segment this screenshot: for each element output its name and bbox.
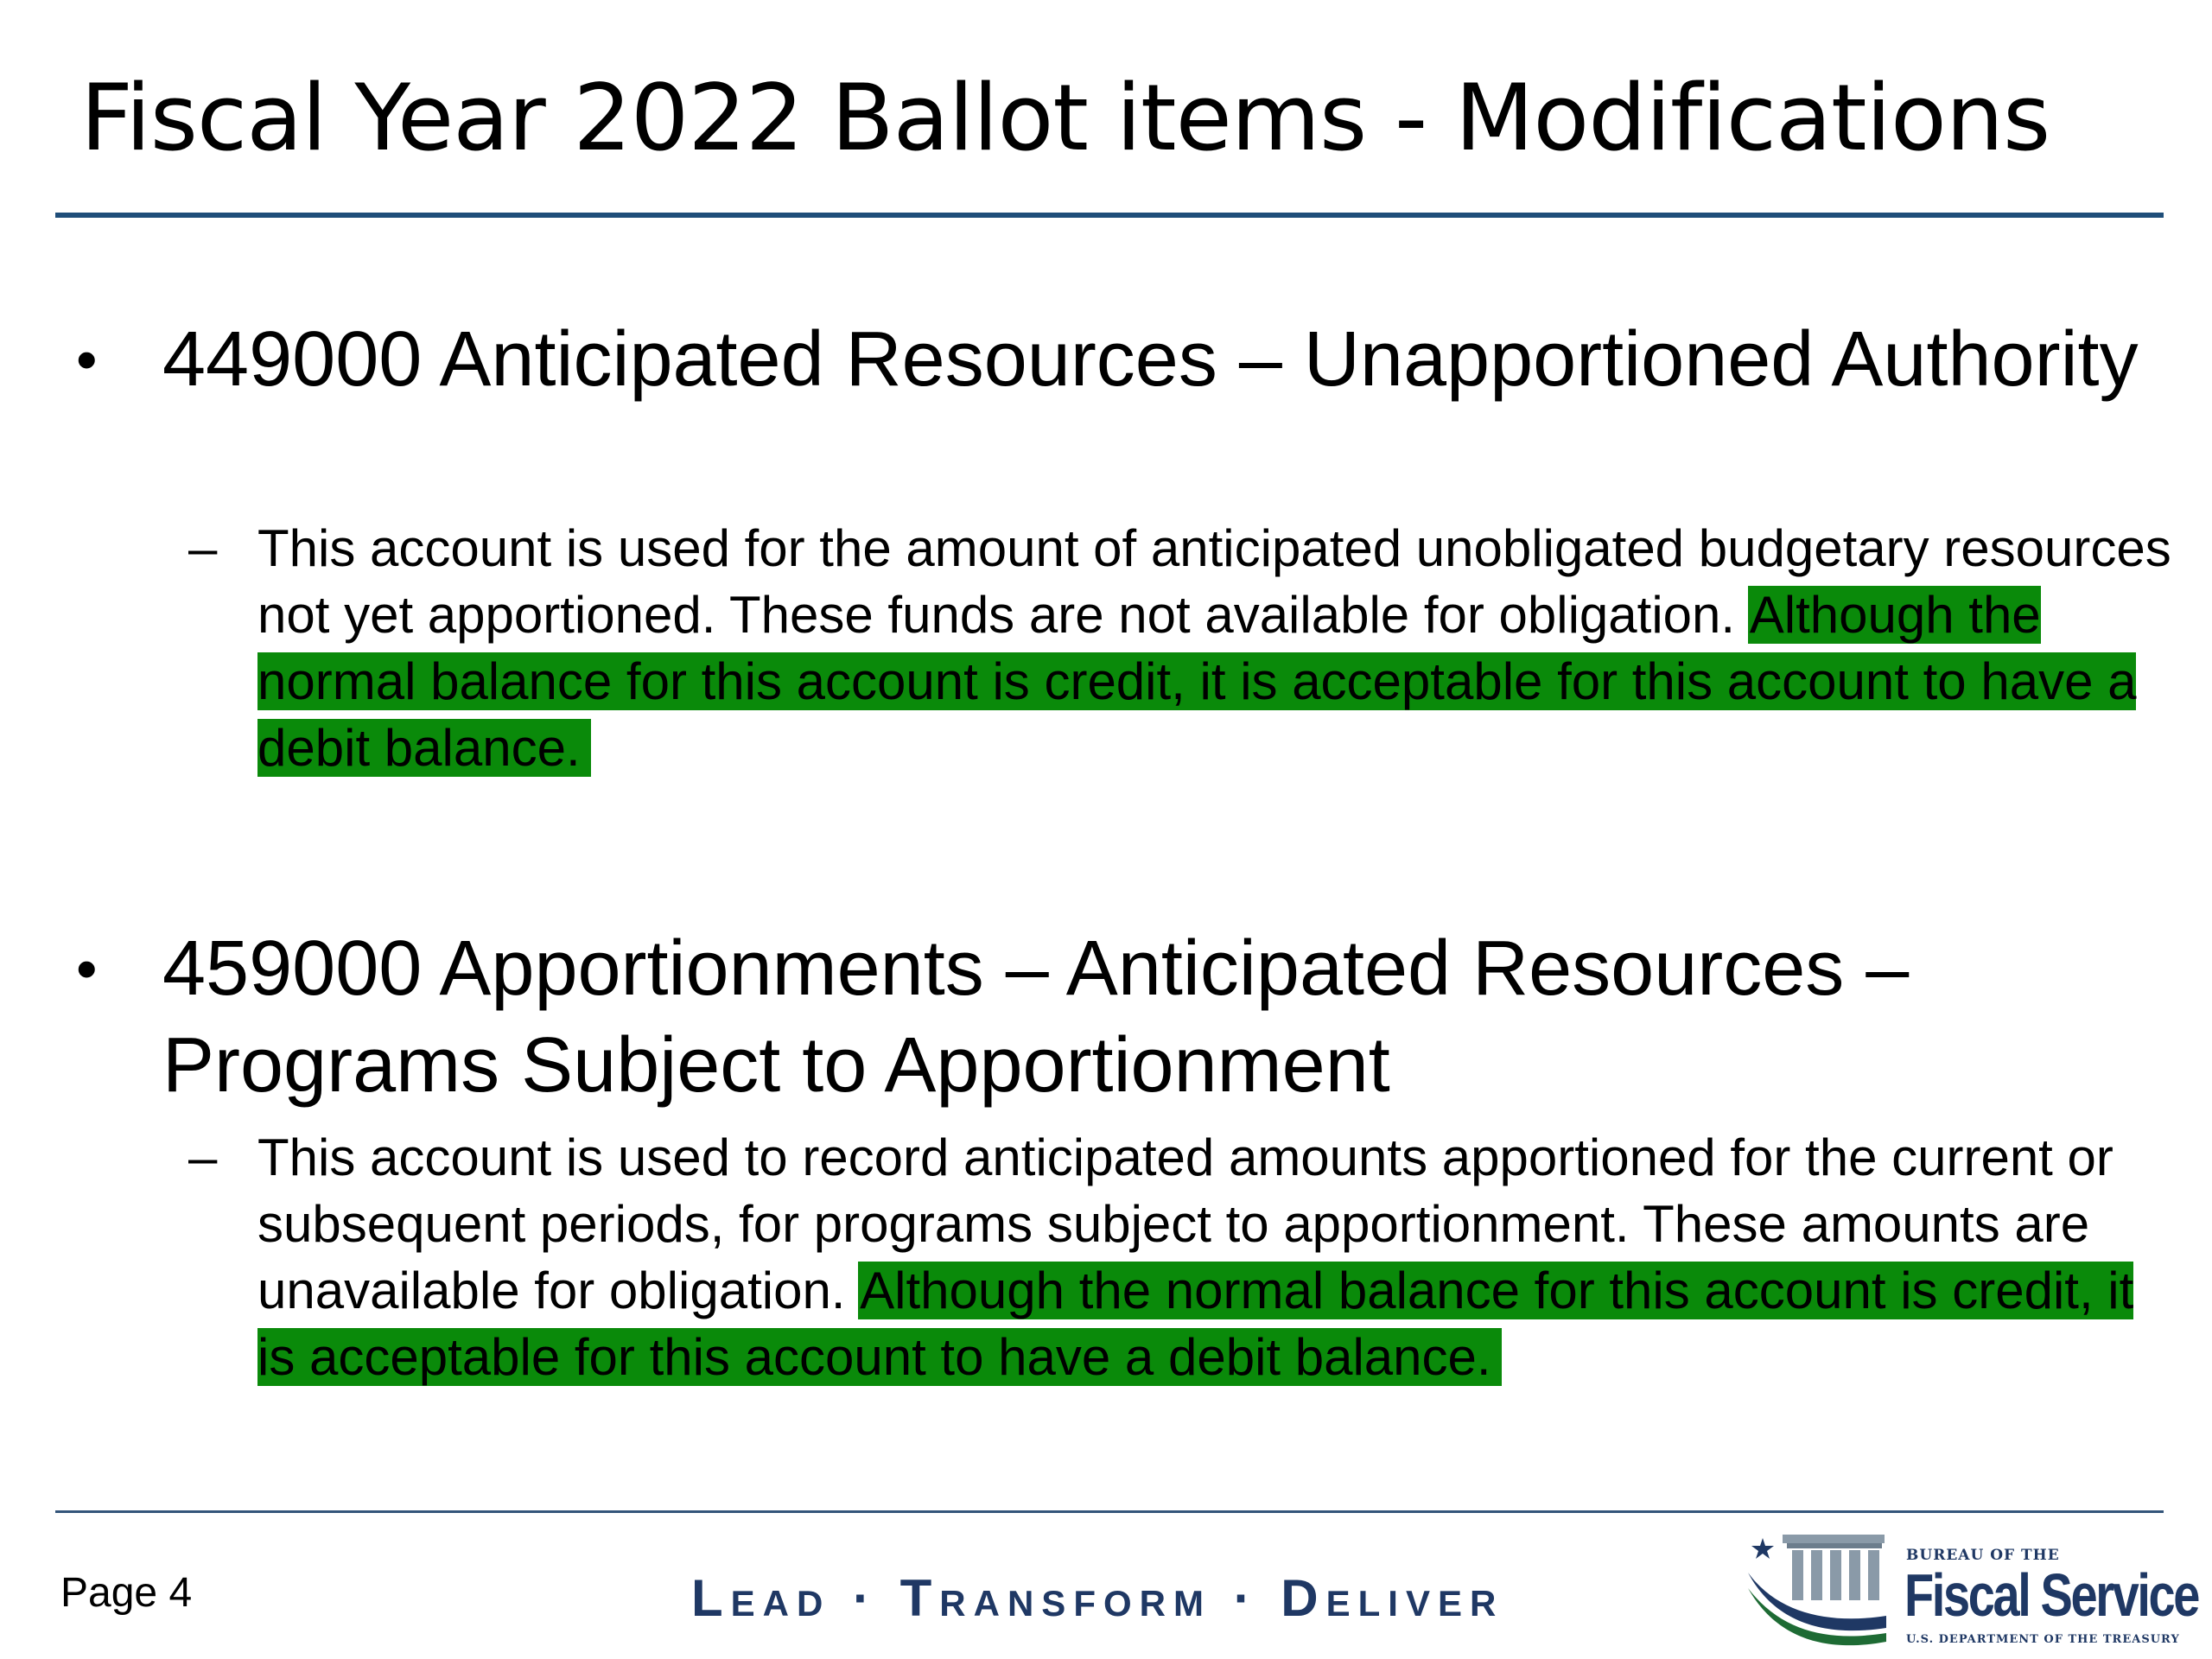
logo-name: Fiscal Service (1904, 1561, 2198, 1629)
tagline-word: Deliver (1281, 1569, 1504, 1627)
highlighted-text: Although the normal balance for this account is credit, it is acceptable for this account to have a debit balance. (257, 1262, 2134, 1386)
tagline (691, 1568, 1503, 1629)
bullet-marker: • (76, 326, 98, 393)
treasury-building-icon (1744, 1519, 1895, 1656)
fiscal-service-logo (1744, 1519, 2198, 1656)
page-number: Page 4 (60, 1570, 193, 1616)
bullet-heading: 449000 Anticipated Resources – Unapportioned Authority (162, 316, 2139, 403)
sub-bullet-text (257, 515, 2171, 781)
tagline-separator: · (853, 1569, 878, 1627)
slide-title: Fiscal Year 2022 Ballot items - Modifications (80, 65, 2050, 171)
sub-bullet-text (257, 1124, 2171, 1390)
footer-divider (55, 1510, 2164, 1513)
bullet-marker: • (76, 935, 98, 1002)
logo-bureau-text: BUREAU OF THE (1906, 1547, 2060, 1564)
tagline-word: Transform (899, 1569, 1211, 1627)
title-divider (55, 213, 2164, 218)
description-text: This account is used to record anticipated amounts apportioned for the current or subsequent periods, for programs subject to apportionment. These amounts are unavailable for obligation. (257, 1128, 2113, 1319)
description-text: This account is used for the amount of anticipated unobligated budgetary resources not yet apportioned. These funds are not available for obligation. (257, 519, 2171, 644)
tagline-word: Lead (691, 1569, 831, 1627)
bullet-heading: 459000 Apportionments – Anticipated Resources – Programs Subject to Apportionment (162, 925, 1910, 1109)
highlighted-text: Although the normal balance for this account is credit, it is acceptable for this account to have a debit balance. (257, 586, 2137, 777)
tagline-separator: · (1233, 1569, 1259, 1627)
dash-marker: – (188, 1128, 218, 1186)
logo-department-text: U.S. DEPARTMENT OF THE TREASURY (1906, 1633, 2180, 1646)
dash-marker: – (188, 519, 218, 577)
